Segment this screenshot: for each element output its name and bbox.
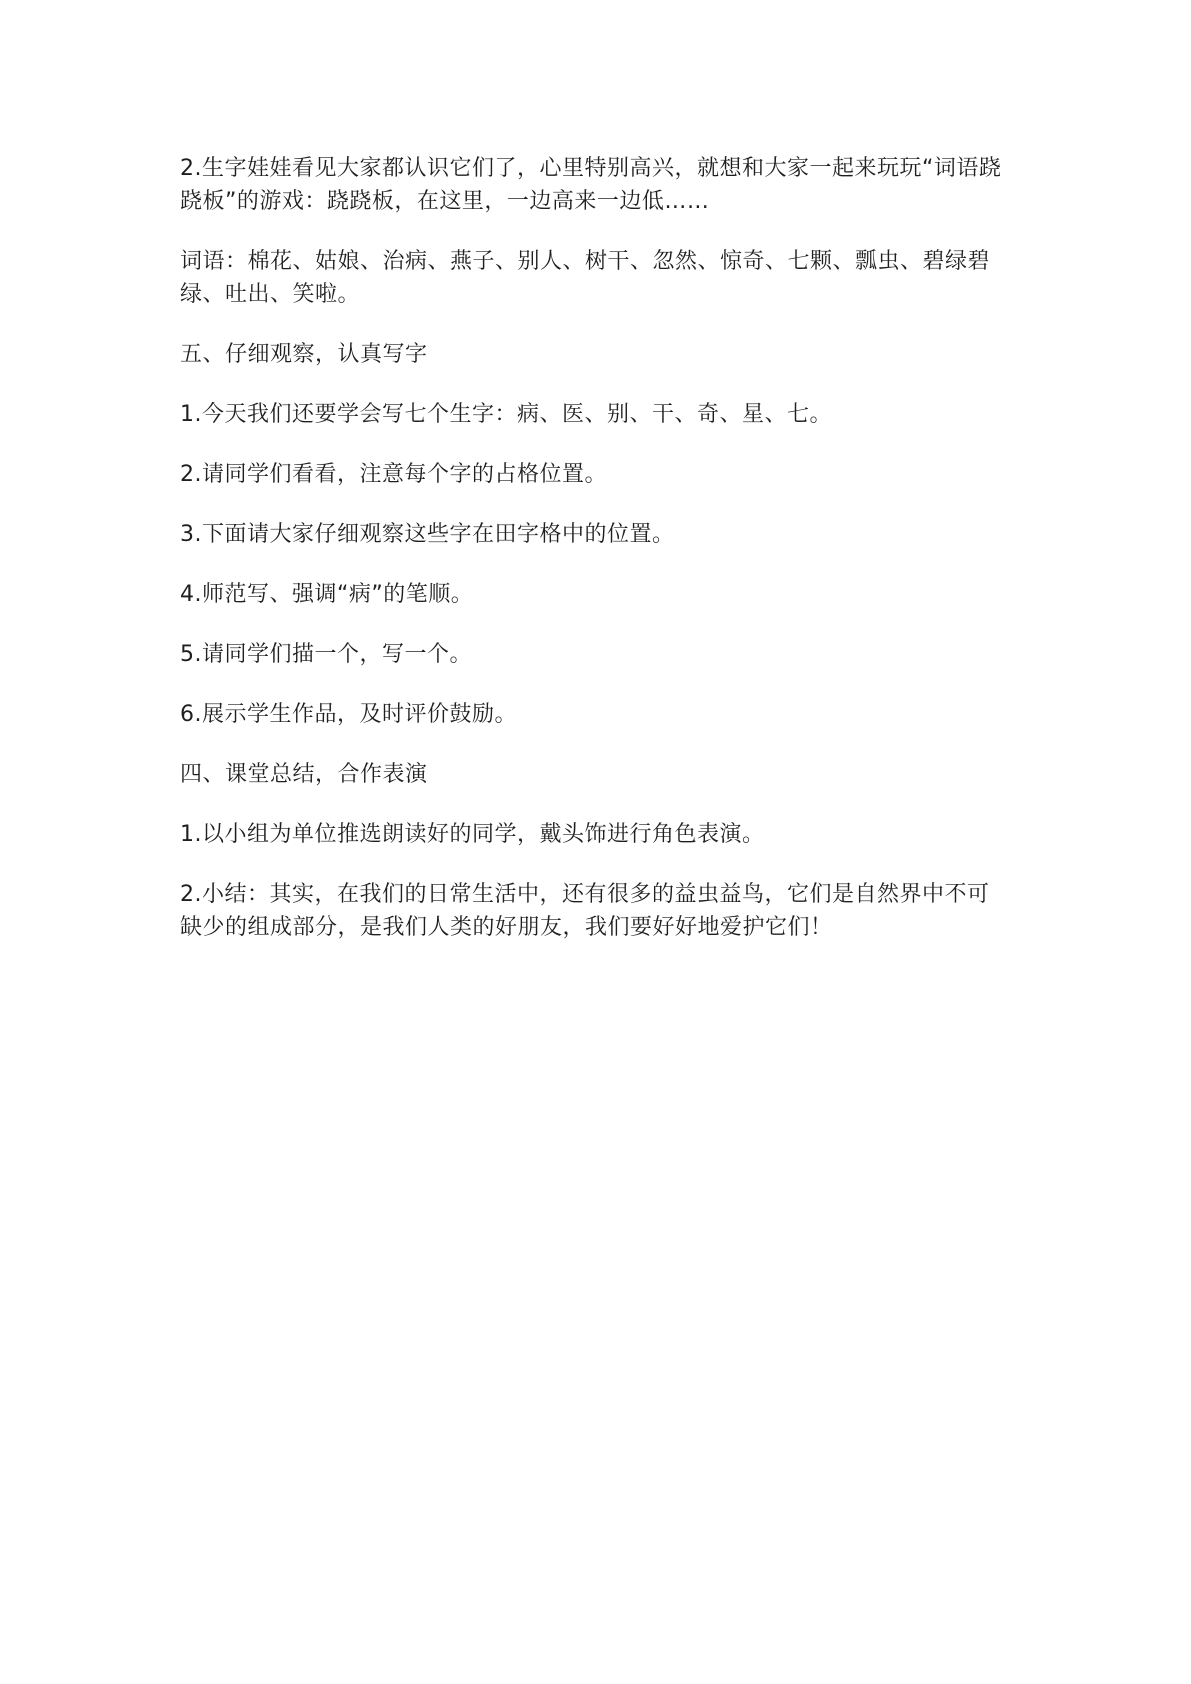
paragraph-step-6: 6.展示学生作品，及时评价鼓励。 xyxy=(180,702,517,727)
section-heading-writing: 五、仔细观察，认真写字 xyxy=(180,342,428,367)
paragraph-game-intro: 2.生字娃娃看见大家都认识它们了，心里特别高兴，就想和大家一起来玩玩“词语跷跷板”的游戏：跷跷板，在这里，一边高来一边低…… xyxy=(180,156,1002,214)
paragraph-summary-1: 1.以小组为单位推选朗读好的同学，戴头饰进行角色表演。 xyxy=(180,822,765,847)
paragraph-step-1: 1.今天我们还要学会写七个生字：病、医、别、干、奇、星、七。 xyxy=(180,402,832,427)
paragraph-step-3: 3.下面请大家仔细观察这些字在田字格中的位置。 xyxy=(180,522,675,547)
paragraph-step-2: 2.请同学们看看，注意每个字的占格位置。 xyxy=(180,462,607,487)
paragraph-step-5: 5.请同学们描一个，写一个。 xyxy=(180,642,472,667)
paragraph-summary-2: 2.小结：其实，在我们的日常生活中，还有很多的益虫益鸟，它们是自然界中不可缺少的组成部分，是我们人类的好朋友，我们要好好地爱护它们！ xyxy=(180,882,990,940)
paragraph-step-4: 4.师范写、强调“病”的笔顺。 xyxy=(180,582,474,607)
document-body xyxy=(180,152,1010,971)
section-heading-summary: 四、课堂总结，合作表演 xyxy=(180,762,428,787)
paragraph-word-list: 词语：棉花、姑娘、治病、燕子、别人、树干、忽然、惊奇、七颗、瓢虫、碧绿碧绿、吐出、笑啦。 xyxy=(180,249,991,307)
